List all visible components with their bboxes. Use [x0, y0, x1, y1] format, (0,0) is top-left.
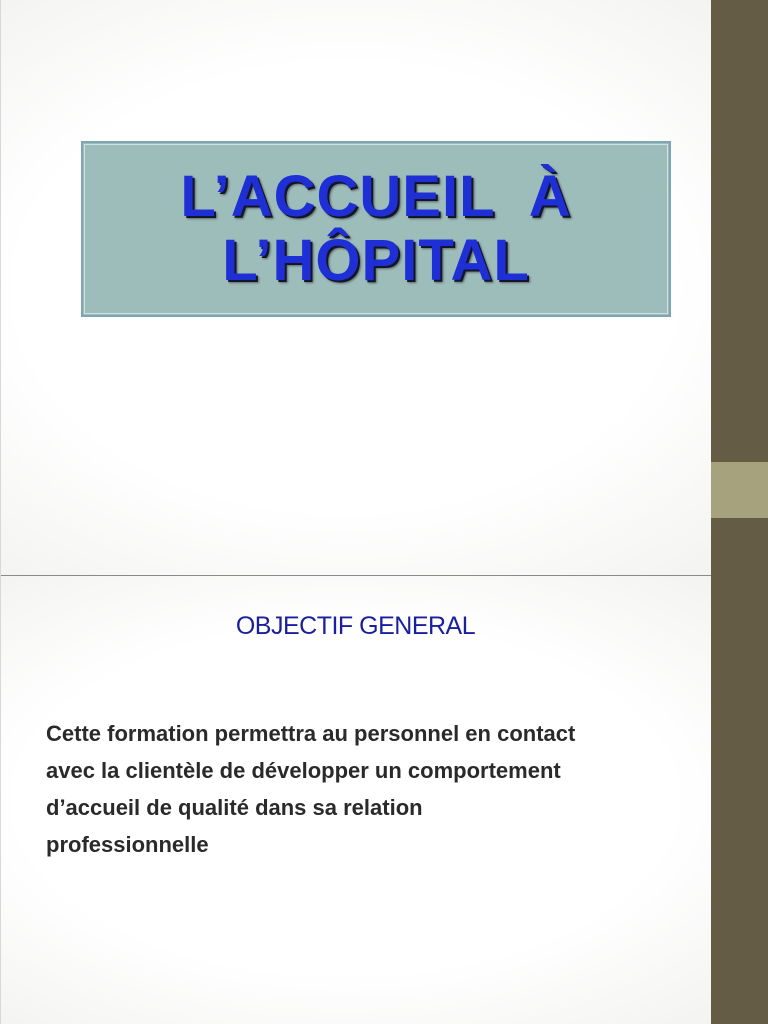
paragraph-line-1: Cette formation permettra au personnel en contact	[46, 721, 576, 746]
title-line-1: L’ACCUEIL À	[180, 164, 572, 229]
side-accent-block	[711, 462, 768, 518]
paragraph-line-4: professionnelle	[46, 832, 209, 857]
page-left-edge	[0, 0, 1, 1024]
objective-paragraph	[46, 715, 696, 863]
objective-heading: OBJECTIF GENERAL	[235, 612, 476, 640]
paragraph-line-3: d’accueil de qualité dans sa relation	[46, 795, 423, 820]
paragraph-line-2: avec la clientèle de développer un comportement	[46, 758, 561, 783]
title-box	[81, 141, 671, 317]
title-line-2: L’HÔPITAL	[222, 228, 530, 293]
